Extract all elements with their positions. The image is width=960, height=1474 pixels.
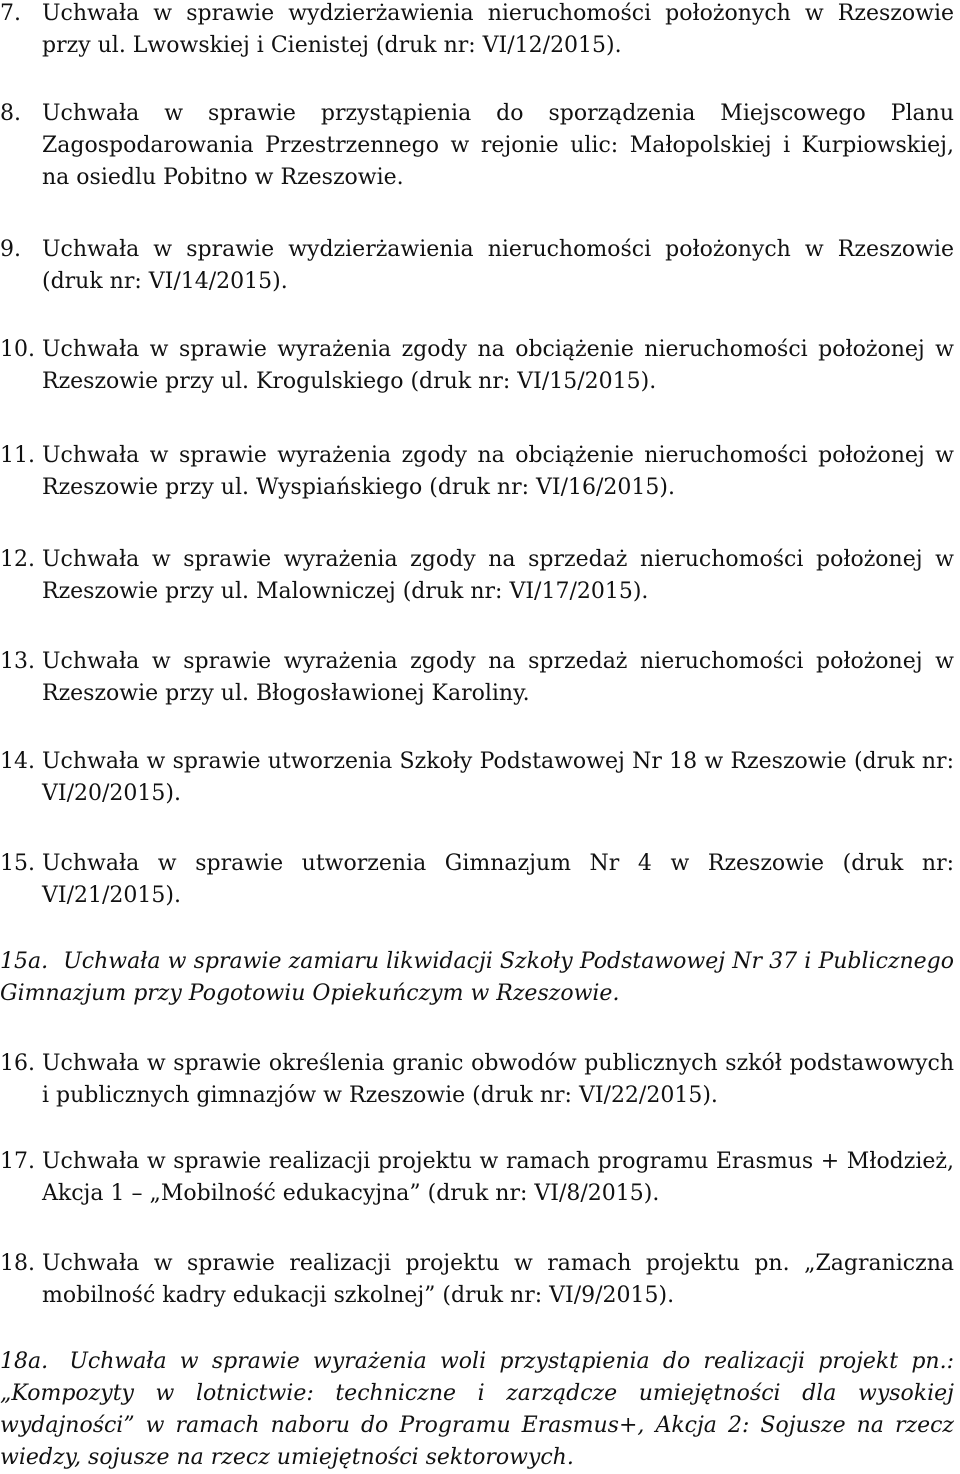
agenda-item-17 bbox=[0, 1146, 954, 1210]
agenda-item-text: Uchwała w sprawie realizacji projektu w ramach programu Erasmus + Młodzież, Akcja 1 – „Mobilność edukacyjna” (druk nr: VI/8/2015). bbox=[42, 1149, 954, 1206]
agenda-item-number: 18. bbox=[0, 1251, 35, 1276]
agenda-item-15 bbox=[0, 848, 954, 912]
agenda-item-10 bbox=[0, 334, 954, 398]
agenda-item-text: Uchwała w sprawie określenia granic obwodów publicznych szkół podstawowych i publicznych gimnazjów w Rzeszowie (druk nr: VI/22/2015). bbox=[42, 1051, 954, 1108]
agenda-item-number: 9. bbox=[0, 237, 21, 262]
agenda-item-8 bbox=[0, 98, 954, 194]
agenda-item-text: Uchwała w sprawie wyrażenia zgody na obciążenie nieruchomości położonej w Rzeszowie przy ul. Krogulskiego (druk nr: VI/15/2015). bbox=[42, 337, 954, 394]
agenda-item-number: 16. bbox=[0, 1051, 35, 1076]
agenda-item-text: Uchwała w sprawie zamiaru likwidacji Szkoły Podstawowej Nr 37 i Publicznego Gimnazjum przy Pogotowiu Opiekuńczym w Rzeszowie. bbox=[0, 949, 954, 1006]
agenda-item-text: Uchwała w sprawie utworzenia Szkoły Podstawowej Nr 18 w Rzeszowie (druk nr: VI/20/2015). bbox=[42, 749, 954, 806]
agenda-item-18a bbox=[0, 1346, 954, 1474]
agenda-item-text: Uchwała w sprawie utworzenia Gimnazjum Nr 4 w Rzeszowie (druk nr: VI/21/2015). bbox=[42, 851, 954, 908]
agenda-item-13 bbox=[0, 646, 954, 710]
agenda-item-text: Uchwała w sprawie przystąpienia do sporządzenia Miejscowego Planu Zagospodarowania Przestrzennego w rejonie ulic: Małopolskiej i Kurpiowskiej, na osiedlu Pobitno w Rzeszowie. bbox=[42, 101, 954, 190]
agenda-item-text: Uchwała w sprawie wyrażenia zgody na obciążenie nieruchomości położonej w Rzeszowie przy ul. Wyspiańskiego (druk nr: VI/16/2015). bbox=[42, 443, 954, 500]
agenda-item-number: 7. bbox=[0, 1, 21, 26]
agenda-item-number: 10. bbox=[0, 337, 35, 362]
agenda-item-text: Uchwała w sprawie wyrażenia zgody na sprzedaż nieruchomości położonej w Rzeszowie przy ul. Błogosławionej Karoliny. bbox=[42, 649, 954, 706]
agenda-item-number: 8. bbox=[0, 101, 21, 126]
agenda-item-text: Uchwała w sprawie wydzierżawienia nieruchomości położonych w Rzeszowie przy ul. Lwowskiej i Cienistej (druk nr: VI/12/2015). bbox=[42, 1, 954, 58]
agenda-item-number: 11. bbox=[0, 443, 35, 468]
agenda-item-text: Uchwała w sprawie wydzierżawienia nieruchomości położonych w Rzeszowie (druk nr: VI/14/2015). bbox=[42, 237, 954, 294]
agenda-item-7 bbox=[0, 0, 954, 62]
agenda-item-text: Uchwała w sprawie wyrażenia woli przystąpienia do realizacji projekt pn.: „Kompozyty w lotnictwie: techniczne i zarządcze umiejętności dla wysokiej wydajności” w ramach naboru do Programu Erasmus+, Akcja 2: Sojusze na rzecz wiedzy, sojusze na rzecz umiejętności sektorowych. bbox=[0, 1349, 954, 1470]
agenda-item-11 bbox=[0, 440, 954, 504]
agenda-item-number: 12. bbox=[0, 547, 35, 572]
agenda-item-18 bbox=[0, 1248, 954, 1312]
agenda-item-number: 15. bbox=[0, 851, 35, 876]
agenda-item-number: 13. bbox=[0, 649, 35, 674]
agenda-item-16 bbox=[0, 1048, 954, 1112]
agenda-item-15a bbox=[0, 946, 954, 1010]
agenda-item-number: 17. bbox=[0, 1149, 35, 1174]
agenda-item-number: 14. bbox=[0, 749, 35, 774]
agenda-item-number: 15a. bbox=[0, 949, 49, 974]
agenda-item-9 bbox=[0, 234, 954, 298]
agenda-item-text: Uchwała w sprawie wyrażenia zgody na sprzedaż nieruchomości położonej w Rzeszowie przy ul. Malowniczej (druk nr: VI/17/2015). bbox=[42, 547, 954, 604]
agenda-item-14 bbox=[0, 746, 954, 810]
agenda-item-number: 18a. bbox=[0, 1349, 49, 1374]
agenda-item-12 bbox=[0, 544, 954, 608]
agenda-item-text: Uchwała w sprawie realizacji projektu w ramach projektu pn. „Zagraniczna mobilność kadry edukacji szkolnej” (druk nr: VI/9/2015). bbox=[42, 1251, 954, 1308]
